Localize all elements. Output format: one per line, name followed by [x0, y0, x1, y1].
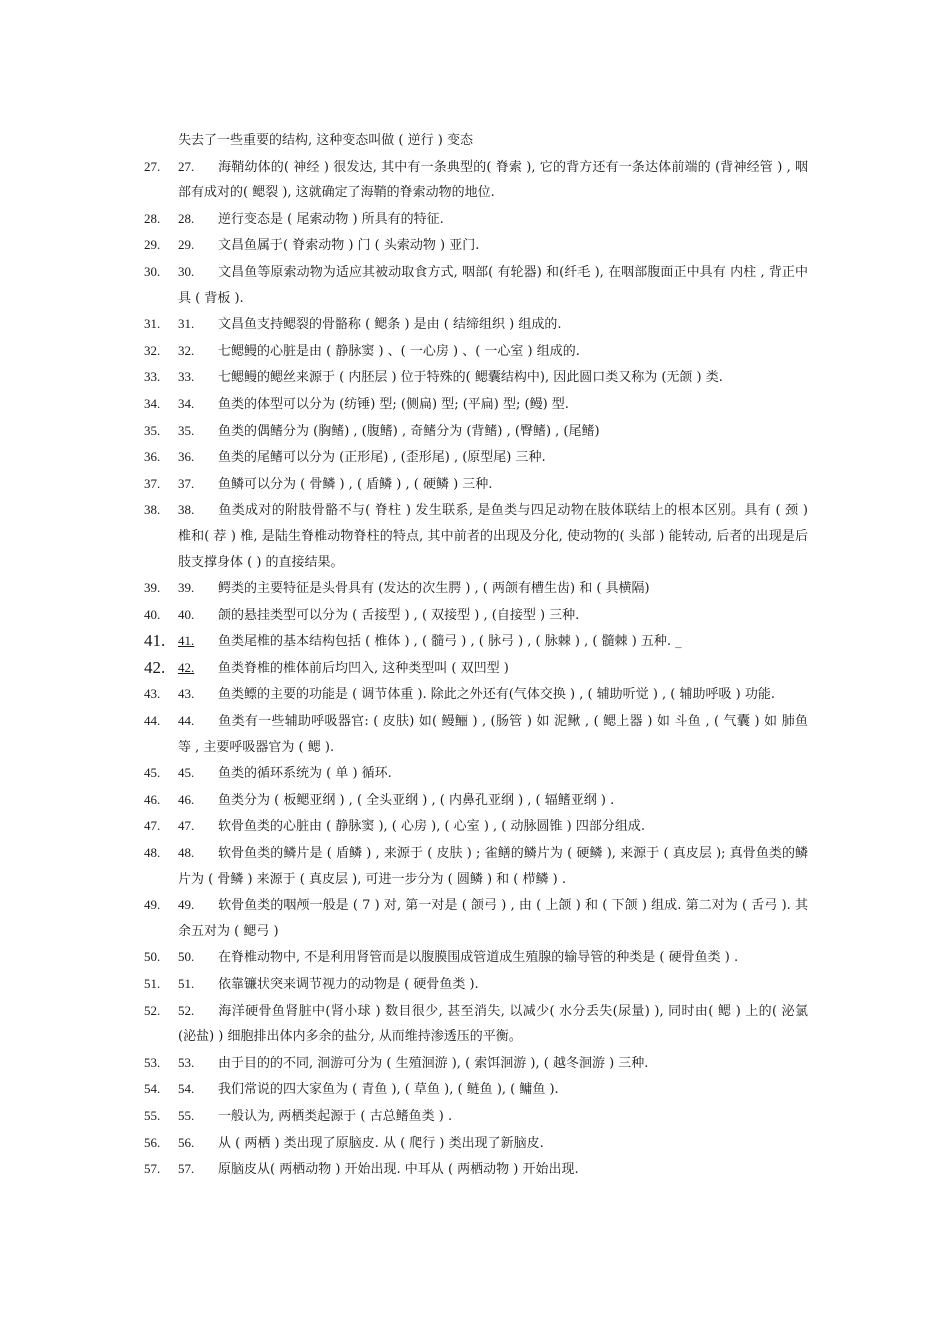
- item-number: 54.: [144, 1081, 161, 1097]
- item-content: 七鳃鳗的鳃丝来源于 ( 内胚层 ) 位于特殊的( 鳃囊结构中), 因此圆口类又称为 (无颌 ) 类.: [218, 370, 723, 386]
- item-number: 38.: [144, 502, 161, 518]
- item-text: [144, 760, 808, 787]
- item-text: [144, 154, 808, 206]
- item-text: [144, 497, 808, 575]
- list-item: [144, 471, 808, 498]
- item-content: 软骨鱼类的鳞片是 ( 盾鳞 ) , 来源于 ( 皮肤 ) ; 雀鳝的鳞片为 ( 硬鳞 ), 来源于 ( 真皮层 ); 真骨鱼类的鳞片为 ( 骨鳞 ) 来源于 ( 真皮层 ), 可进一步分为 ( 圆鳞 ) 和 ( 栉鳞 ) .: [178, 846, 808, 887]
- item-text: [144, 338, 808, 365]
- item-inner-number: 33.: [178, 369, 195, 385]
- item-text: [144, 391, 808, 418]
- item-content: 文昌鱼等原索动物为适应其被动取食方式, 咽部( 有轮器) 和(纤毛 ), 在咽部腹面正中具有 内柱 , 背正中具 ( 背板 ).: [178, 264, 808, 306]
- list-item: [144, 259, 808, 311]
- item-number: 27.: [144, 158, 161, 174]
- item-number: 39.: [144, 580, 161, 596]
- item-content: 鱼类分为 ( 板鳃亚纲 ) , ( 全头亚纲 ) , ( 内鼻孔亚纲 ) , ( 辐鳍亚纲 ) .: [218, 792, 615, 808]
- item-number: 56.: [144, 1134, 161, 1150]
- item-text: [144, 1130, 808, 1157]
- item-text: [144, 787, 808, 814]
- item-inner-number: 36.: [178, 449, 195, 465]
- list-item: [144, 1050, 808, 1077]
- item-content: 颌的悬挂类型可以分为 ( 舌接型 ) , ( 双接型 ) , (自接型 ) 三种.: [218, 607, 580, 623]
- item-content: 鳄类的主要特征是头骨具有 (发达的次生腭 ) , ( 两颌有槽生齿) 和 ( 具横隔): [218, 581, 650, 597]
- item-inner-number: 28.: [178, 210, 195, 226]
- item-inner-number: 40.: [178, 606, 195, 622]
- item-text: [144, 444, 808, 471]
- item-inner-number: 35.: [178, 422, 195, 438]
- item-content: 在脊椎动物中, 不是利用肾管而是以腹膜围成管道成生殖腺的输导管的种类是 ( 硬骨鱼类 ) .: [218, 950, 739, 966]
- item-content: 文昌鱼支持鳃裂的骨骼称 ( 鳃条 ) 是由 ( 结缔组织 ) 组成的.: [218, 317, 562, 333]
- item-text: [144, 971, 808, 998]
- item-content: 鱼类的体型可以分为 (纺锤) 型; (侧扁) 型; (平扁) 型; (鳗) 型.: [218, 396, 569, 412]
- item-number: 33.: [144, 369, 161, 385]
- item-content: 鱼类的循环系统为 ( 单 ) 循环.: [218, 766, 392, 782]
- item-number: 35.: [144, 422, 161, 438]
- item-number: 31.: [144, 316, 161, 332]
- item-number: 48.: [144, 845, 161, 861]
- item-content: 鱼鳞可以分为 ( 骨鳞 ) , ( 盾鳞 ) , ( 硬鳞 ) 三种.: [218, 476, 493, 492]
- list-item: [144, 444, 808, 471]
- item-inner-number: 41.: [178, 633, 195, 649]
- item-number: 50.: [144, 949, 161, 965]
- list-item: [144, 971, 808, 998]
- item-inner-number: 47.: [178, 818, 195, 834]
- item-number: 34.: [144, 395, 161, 411]
- item-text: [144, 840, 808, 892]
- list-item: [144, 681, 808, 708]
- item-number: 52.: [144, 1002, 161, 1018]
- item-content: 从 ( 两栖 ) 类出现了原脑皮. 从 ( 爬行 ) 类出现了新脑皮.: [218, 1135, 544, 1151]
- item-content: 海洋硬骨鱼肾脏中(肾小球 ) 数目很少, 甚至消失, 以减少( 水分丢失(尿量) ), 同时由( 鳃 ) 上的( 泌氯 (泌盐) ) 细胞排出体内多余的盐分, 从而维持渗透压的平衡。: [178, 1003, 808, 1045]
- list-item: [144, 1130, 808, 1157]
- list-item: [144, 892, 808, 944]
- item-inner-number: 54.: [178, 1081, 195, 1097]
- item-number: 43.: [144, 686, 161, 702]
- item-content: 鱼类成对的附肢骨骼不与( 脊柱 ) 发生联系, 是鱼类与四足动物在肢体联结上的根本区别。具有 ( 颈 ) 椎和( 荐 ) 椎, 是陆生脊椎动物脊柱的特点, 其中前者的出现及分化, 使动物的( 头部 ) 能转动, 后者的出现是后肢支撑身体 ( ) 的直接结果。: [178, 503, 808, 570]
- list-item: [144, 944, 808, 971]
- item-content: 我们常说的四大家鱼为 ( 青鱼 ), ( 草鱼 ), ( 鲢鱼 ), ( 鳙鱼 ).: [218, 1082, 559, 1098]
- item-inner-number: 53.: [178, 1054, 195, 1070]
- item-content: 鱼类鳔的主要的功能是 ( 调节体重 ). 除此之外还有(气体交换 ) , ( 辅助听觉 ) , ( 辅助呼吸 ) 功能.: [218, 687, 775, 703]
- item-number: 46.: [144, 791, 161, 807]
- item-content: 文昌鱼属于( 脊索动物 ) 门 ( 头索动物 ) 亚门.: [218, 238, 480, 254]
- list-item: [144, 760, 808, 787]
- item-number: 36.: [144, 449, 161, 465]
- list-item: [144, 787, 808, 814]
- item-number: 55.: [144, 1107, 161, 1123]
- item-number: 37.: [144, 475, 161, 491]
- item-inner-number: 44.: [178, 713, 195, 729]
- item-text: [144, 944, 808, 971]
- item-inner-number: 45.: [178, 765, 195, 781]
- item-inner-number: 49.: [178, 897, 195, 913]
- lead-line: 失去了一些重要的结构, 这种变态叫做 ( 逆行 ) 变态: [178, 133, 473, 148]
- item-text: [144, 1156, 808, 1183]
- item-number: 40.: [144, 606, 161, 622]
- item-inner-number: 52.: [178, 1002, 195, 1018]
- item-text: [144, 655, 808, 682]
- list-item: [144, 575, 808, 602]
- list-item: [144, 364, 808, 391]
- list-item: [144, 813, 808, 840]
- item-text: [144, 1103, 808, 1130]
- item-inner-number: 27.: [178, 158, 195, 174]
- item-inner-number: 34.: [178, 395, 195, 411]
- item-inner-number: 37.: [178, 475, 195, 491]
- item-text: [144, 232, 808, 259]
- item-content: 鱼类的偶鳍分为 (胸鳍) , (腹鳍) , 奇鳍分为 (背鳍) , (臀鳍) , (尾鳍): [218, 423, 600, 439]
- list-item: [144, 206, 808, 233]
- item-text: [144, 708, 808, 760]
- item-content: 由于目的的不同, 洄游可分为 ( 生殖洄游 ), ( 索饵洄游 ), ( 越冬洄游 ) 三种.: [218, 1055, 649, 1071]
- item-content: 鱼类尾椎的基本结构包括 ( 椎体 ) , ( 髓弓 ) , ( 脉弓 ) , ( 脉棘 ) , ( 髓棘 ) 五种. _: [218, 634, 682, 650]
- item-content: 七鳃鳗的心脏是由 ( 静脉窦 ) 、( 一心房 ) 、( 一心室 ) 组成的.: [218, 343, 580, 359]
- item-inner-number: 42.: [178, 659, 195, 675]
- item-number: 29.: [144, 237, 161, 253]
- item-inner-number: 38.: [178, 502, 195, 518]
- item-number: 47.: [144, 818, 161, 834]
- item-content: 鱼类脊椎的椎体前后均凹入, 这种类型叫 ( 双凹型 ): [218, 660, 509, 676]
- item-text: [144, 998, 808, 1050]
- list-item: [144, 391, 808, 418]
- item-inner-number: 48.: [178, 845, 195, 861]
- item-text: [144, 206, 808, 233]
- item-number: 41.: [144, 631, 166, 651]
- item-text: [144, 1076, 808, 1103]
- item-number: 42.: [144, 657, 166, 677]
- list-item: [144, 1103, 808, 1130]
- item-number: 45.: [144, 765, 161, 781]
- item-inner-number: 32.: [178, 342, 195, 358]
- item-number: 30.: [144, 263, 161, 279]
- list-item: [144, 1076, 808, 1103]
- item-number: 53.: [144, 1054, 161, 1070]
- item-text: [144, 1050, 808, 1077]
- item-inner-number: 31.: [178, 316, 195, 332]
- item-content: 依靠镰状突来调节视力的动物是 ( 硬骨鱼类 ).: [218, 977, 479, 992]
- item-inner-number: 55.: [178, 1107, 195, 1123]
- item-text: [144, 628, 808, 655]
- item-number: 51.: [144, 976, 161, 991]
- item-content: 鱼类的尾鳍可以分为 (正形尾) , (歪形尾) , (原型尾) 三种.: [218, 450, 546, 466]
- item-content: 鱼类有一些辅助呼吸器官: ( 皮肤) 如( 鳗鲡 ) , (肠管 ) 如 泥鳅 , ( 鳃上器 ) 如 斗鱼 , ( 气囊 ) 如 肺鱼 等 , 主要呼吸器官为 ( 鳃 ).: [178, 714, 808, 755]
- item-content: 软骨鱼类的心脏由 ( 静脉窦 ), ( 心房 ), ( 心室 ) , ( 动脉圆锥 ) 四部分组成.: [218, 819, 645, 835]
- item-inner-number: 46.: [178, 791, 195, 807]
- question-list: [0, 154, 950, 1183]
- item-inner-number: 29.: [178, 237, 195, 253]
- item-inner-number: 51.: [178, 976, 195, 991]
- item-text: [144, 311, 808, 338]
- item-text: [144, 892, 808, 944]
- item-number: 49.: [144, 897, 161, 913]
- item-content: 一般认为, 两栖类起源于 ( 古总鳍鱼类 ) .: [218, 1108, 453, 1124]
- item-inner-number: 39.: [178, 580, 195, 596]
- item-content: 海鞘幼体的( 神经 ) 很发达, 其中有一条典型的( 脊索 ), 它的背方还有一条达体前端的 (背神经管 ) , 咽部有成对的( 鳃裂 ), 这就确定了海鞘的脊索动物的地位.: [178, 159, 808, 201]
- list-item: [144, 655, 808, 682]
- list-item: [144, 154, 808, 206]
- item-inner-number: 43.: [178, 686, 195, 702]
- item-inner-number: 30.: [178, 263, 195, 279]
- item-content: 逆行变态是 ( 尾索动物 ) 所具有的特征.: [218, 211, 444, 227]
- list-item: [144, 418, 808, 445]
- item-inner-number: 57.: [178, 1161, 195, 1177]
- item-text: [144, 471, 808, 498]
- item-inner-number: 56.: [178, 1134, 195, 1150]
- list-item: [144, 232, 808, 259]
- document-page: [0, 128, 950, 1183]
- item-text: [144, 813, 808, 840]
- item-number: 44.: [144, 713, 161, 729]
- item-number: 57.: [144, 1161, 161, 1177]
- item-number: 32.: [144, 342, 161, 358]
- list-item: [144, 628, 808, 655]
- item-content: 原脑皮从( 两栖动物 ) 开始出现. 中耳从 ( 两栖动物 ) 开始出现.: [218, 1162, 579, 1178]
- item-text: [144, 418, 808, 445]
- item-number: 28.: [144, 210, 161, 226]
- list-item: [144, 338, 808, 365]
- item-content: 软骨鱼类的咽颅一般是 ( 7 ) 对, 第一对是 ( 颌弓 ) , 由 ( 上颌 ) 和 ( 下颌 ) 组成. 第二对为 ( 舌弓 ). 其余五对为 ( 鳃弓 ): [178, 898, 808, 939]
- list-item: [144, 311, 808, 338]
- item-text: [144, 259, 808, 311]
- list-item: [144, 602, 808, 629]
- list-item: [144, 497, 808, 575]
- item-inner-number: 50.: [178, 949, 195, 965]
- list-item: [144, 840, 808, 892]
- item-text: [144, 364, 808, 391]
- list-item: [144, 708, 808, 760]
- item-text: [144, 575, 808, 602]
- item-text: [144, 681, 808, 708]
- list-item: [144, 998, 808, 1050]
- item-text: [144, 602, 808, 629]
- list-item: [144, 1156, 808, 1183]
